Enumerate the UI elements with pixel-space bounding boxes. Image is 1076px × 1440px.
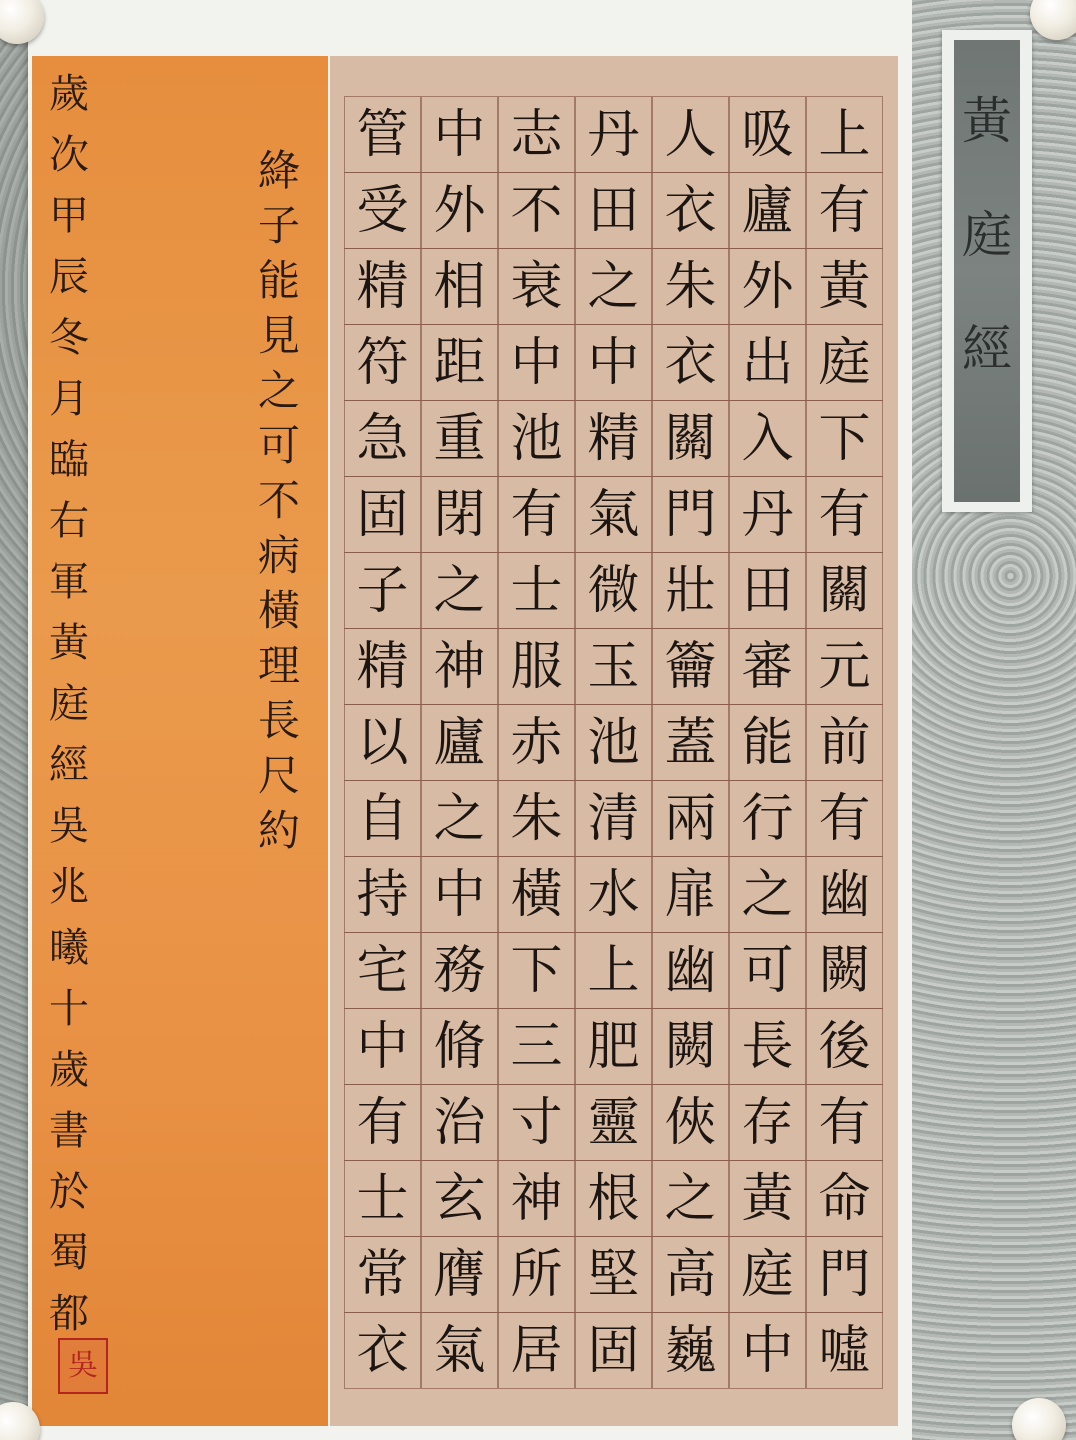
grid-cell: 之 — [652, 1160, 729, 1237]
grid-cell: 士 — [498, 552, 575, 629]
grid-cell: 精 — [344, 628, 421, 705]
grid-cell: 廬 — [421, 704, 498, 781]
grid-cell: 行 — [729, 780, 806, 857]
grid-cell: 距 — [421, 324, 498, 401]
grid-cell: 吸 — [729, 96, 806, 173]
grid-cell: 中 — [344, 1008, 421, 1085]
grid-cell: 闕 — [652, 1008, 729, 1085]
text-column — [806, 96, 883, 1392]
vertical-char: 蜀 — [49, 1230, 89, 1276]
vertical-char: 之 — [257, 366, 300, 415]
text-column — [498, 96, 575, 1392]
grid-cell: 闕 — [806, 932, 883, 1009]
grid-cell: 肥 — [575, 1008, 652, 1085]
grid-cell: 池 — [575, 704, 652, 781]
grid-cell: 寸 — [498, 1084, 575, 1161]
grid-cell: 受 — [344, 172, 421, 249]
grid-cell: 中 — [421, 856, 498, 933]
vertical-char: 絳 — [257, 146, 300, 195]
grid-cell: 有 — [806, 476, 883, 553]
grid-cell: 巍 — [652, 1312, 729, 1389]
vertical-char: 辰 — [49, 254, 89, 300]
vertical-char: 十 — [49, 986, 89, 1032]
grid-cell: 居 — [498, 1312, 575, 1389]
vertical-char: 子 — [257, 201, 300, 250]
grid-cell: 關 — [652, 400, 729, 477]
grid-cell: 有 — [344, 1084, 421, 1161]
grid-cell: 幽 — [806, 856, 883, 933]
vertical-char: 於 — [49, 1169, 89, 1215]
vertical-char: 歲 — [49, 71, 89, 117]
vertical-char: 軍 — [49, 559, 89, 605]
grid-cell: 黃 — [806, 248, 883, 325]
grid-cell: 士 — [344, 1160, 421, 1237]
grid-cell: 衣 — [344, 1312, 421, 1389]
vertical-char: 橫 — [257, 586, 300, 635]
vertical-char: 經 — [49, 742, 89, 788]
vertical-char: 吳 — [49, 803, 89, 849]
vertical-char: 見 — [257, 311, 300, 360]
grid-cell: 水 — [575, 856, 652, 933]
grid-cell: 三 — [498, 1008, 575, 1085]
vertical-char: 能 — [257, 256, 300, 305]
grid-cell: 前 — [806, 704, 883, 781]
vertical-char: 冬 — [49, 315, 89, 361]
vertical-char: 次 — [49, 132, 89, 178]
grid-cell: 上 — [575, 932, 652, 1009]
grid-cell: 人 — [652, 96, 729, 173]
grid-cell: 玄 — [421, 1160, 498, 1237]
grid-cell: 精 — [575, 400, 652, 477]
grid-cell: 存 — [729, 1084, 806, 1161]
grid-cell: 壯 — [652, 552, 729, 629]
title-char: 經 — [962, 320, 1012, 378]
grid-cell: 高 — [652, 1236, 729, 1313]
grid-cell: 有 — [806, 172, 883, 249]
grid-cell: 根 — [575, 1160, 652, 1237]
vertical-char: 臨 — [49, 437, 89, 483]
grid-cell: 之 — [729, 856, 806, 933]
grid-cell: 赤 — [498, 704, 575, 781]
grid-cell: 靈 — [575, 1084, 652, 1161]
grid-cell: 黃 — [729, 1160, 806, 1237]
grid-cell: 下 — [498, 932, 575, 1009]
text-grid — [344, 96, 884, 1392]
grid-cell: 所 — [498, 1236, 575, 1313]
grid-cell: 有 — [806, 1084, 883, 1161]
grid-cell: 志 — [498, 96, 575, 173]
grid-cell: 橫 — [498, 856, 575, 933]
vertical-char: 黃 — [49, 620, 89, 666]
grid-cell: 外 — [729, 248, 806, 325]
grid-cell: 可 — [729, 932, 806, 1009]
text-column — [421, 96, 498, 1392]
grid-cell: 朱 — [498, 780, 575, 857]
grid-cell: 元 — [806, 628, 883, 705]
grid-cell: 命 — [806, 1160, 883, 1237]
grid-cell: 不 — [498, 172, 575, 249]
vertical-char: 尺 — [257, 751, 300, 800]
grid-cell: 田 — [575, 172, 652, 249]
grid-cell: 扉 — [652, 856, 729, 933]
grid-cell: 田 — [729, 552, 806, 629]
grid-cell: 宅 — [344, 932, 421, 1009]
grid-cell: 常 — [344, 1236, 421, 1313]
red-seal: 吳 — [58, 1338, 108, 1394]
grid-cell: 幽 — [652, 932, 729, 1009]
vertical-char: 甲 — [49, 193, 89, 239]
grid-cell: 入 — [729, 400, 806, 477]
grid-cell: 清 — [575, 780, 652, 857]
grid-cell: 持 — [344, 856, 421, 933]
grid-cell: 俠 — [652, 1084, 729, 1161]
grid-cell: 氣 — [421, 1312, 498, 1389]
grid-cell: 兩 — [652, 780, 729, 857]
grid-cell: 精 — [344, 248, 421, 325]
grid-cell: 治 — [421, 1084, 498, 1161]
grid-cell: 自 — [344, 780, 421, 857]
continuation-column — [244, 146, 314, 870]
grid-cell: 庭 — [806, 324, 883, 401]
grid-cell: 符 — [344, 324, 421, 401]
vertical-char: 歲 — [49, 1047, 89, 1093]
vertical-char: 病 — [257, 531, 300, 580]
text-column — [652, 96, 729, 1392]
grid-cell: 以 — [344, 704, 421, 781]
grid-cell: 下 — [806, 400, 883, 477]
vertical-char: 右 — [49, 498, 89, 544]
vertical-char: 兆 — [49, 864, 89, 910]
grid-cell: 相 — [421, 248, 498, 325]
grid-cell: 外 — [421, 172, 498, 249]
grid-cell: 神 — [498, 1160, 575, 1237]
vertical-char: 庭 — [49, 681, 89, 727]
inscription-column — [34, 71, 104, 1364]
vertical-char: 長 — [257, 696, 300, 745]
grid-cell: 中 — [498, 324, 575, 401]
grid-cell: 長 — [729, 1008, 806, 1085]
grid-cell: 有 — [806, 780, 883, 857]
grid-cell: 池 — [498, 400, 575, 477]
grid-cell: 後 — [806, 1008, 883, 1085]
grid-cell: 上 — [806, 96, 883, 173]
vertical-char: 月 — [49, 376, 89, 422]
text-column — [729, 96, 806, 1392]
vertical-char: 不 — [257, 476, 300, 525]
grid-cell: 務 — [421, 932, 498, 1009]
text-column — [575, 96, 652, 1392]
grid-cell: 脩 — [421, 1008, 498, 1085]
grid-cell: 衣 — [652, 172, 729, 249]
grid-cell: 丹 — [729, 476, 806, 553]
vertical-char: 曦 — [49, 925, 89, 971]
grid-cell: 管 — [344, 96, 421, 173]
grid-cell: 之 — [421, 552, 498, 629]
grid-cell: 審 — [729, 628, 806, 705]
vertical-char: 可 — [257, 421, 300, 470]
grid-cell: 之 — [421, 780, 498, 857]
grid-cell: 庭 — [729, 1236, 806, 1313]
grid-cell: 閉 — [421, 476, 498, 553]
grid-cell: 出 — [729, 324, 806, 401]
grid-cell: 門 — [652, 476, 729, 553]
vertical-char: 都 — [49, 1291, 89, 1337]
grid-cell: 固 — [344, 476, 421, 553]
grid-cell: 子 — [344, 552, 421, 629]
grid-cell: 氣 — [575, 476, 652, 553]
grid-cell: 膺 — [421, 1236, 498, 1313]
grid-cell: 服 — [498, 628, 575, 705]
vertical-char: 書 — [49, 1108, 89, 1154]
grid-cell: 門 — [806, 1236, 883, 1313]
grid-cell: 中 — [729, 1312, 806, 1389]
vertical-char: 約 — [257, 806, 300, 855]
grid-cell: 神 — [421, 628, 498, 705]
vertical-char: 理 — [257, 641, 300, 690]
grid-cell: 籥 — [652, 628, 729, 705]
title-char: 庭 — [962, 206, 1012, 264]
grid-cell: 衰 — [498, 248, 575, 325]
grid-cell: 廬 — [729, 172, 806, 249]
grid-cell: 關 — [806, 552, 883, 629]
grid-cell: 固 — [575, 1312, 652, 1389]
grid-cell: 噓 — [806, 1312, 883, 1389]
grid-cell: 中 — [421, 96, 498, 173]
grid-cell: 衣 — [652, 324, 729, 401]
grid-cell: 朱 — [652, 248, 729, 325]
grid-cell: 之 — [575, 248, 652, 325]
grid-cell: 重 — [421, 400, 498, 477]
grid-cell: 急 — [344, 400, 421, 477]
grid-cell: 有 — [498, 476, 575, 553]
grid-cell: 丹 — [575, 96, 652, 173]
grid-cell: 能 — [729, 704, 806, 781]
grid-cell: 中 — [575, 324, 652, 401]
grid-cell: 堅 — [575, 1236, 652, 1313]
grid-cell: 微 — [575, 552, 652, 629]
grid-cell: 玉 — [575, 628, 652, 705]
title-char: 黃 — [962, 92, 1012, 150]
grid-cell: 蓋 — [652, 704, 729, 781]
text-column — [344, 96, 421, 1392]
